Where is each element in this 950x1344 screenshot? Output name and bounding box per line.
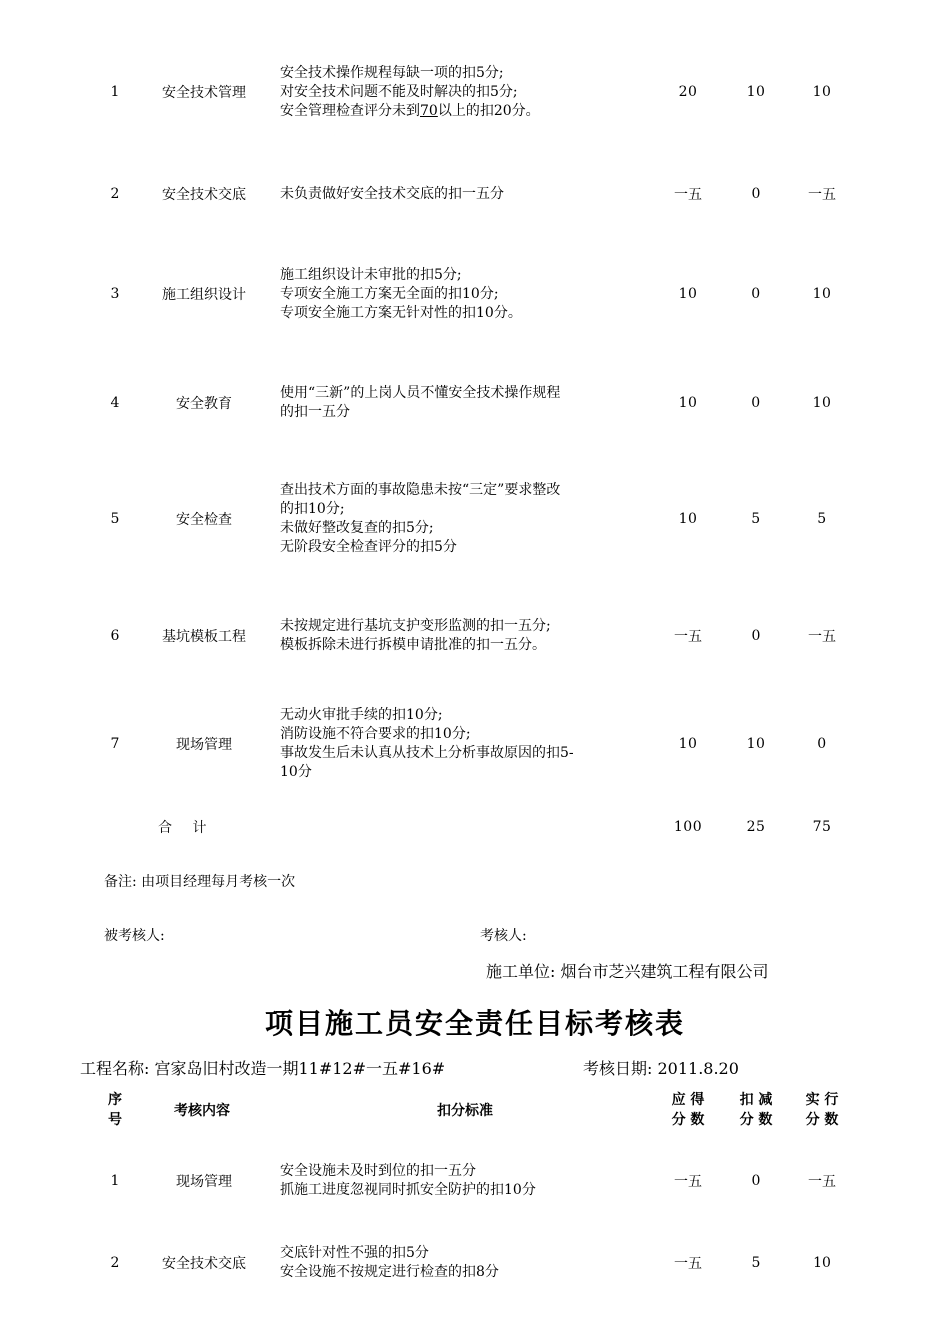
criteria-line: 模板拆除未进行拆模申请批准的扣一五分。	[280, 637, 546, 653]
actual-score: 0	[817, 736, 827, 752]
deducted-score: 0	[751, 286, 761, 302]
header-item: 考核内容	[174, 1103, 230, 1119]
actual-score: 一五	[808, 187, 836, 203]
header-actual	[794, 1088, 850, 1132]
table-row	[0, 264, 950, 324]
actual-score: 10	[812, 395, 832, 411]
deduction-criteria	[280, 264, 650, 324]
standard-score: 10	[678, 395, 698, 411]
assessment-item: 安全技术管理	[162, 85, 246, 101]
examiner-label: 考核人:	[480, 928, 527, 944]
table-row	[0, 382, 950, 424]
deduction-criteria	[280, 180, 650, 208]
criteria-line: 查出技术方面的事故隐患未按“三定”要求整改	[280, 482, 561, 498]
assessment-item: 施工组织设计	[162, 287, 246, 303]
page-title: 项目施工员安全责任目标考核表	[264, 1007, 685, 1040]
total-row	[0, 814, 950, 840]
examinee-label: 被考核人:	[104, 928, 165, 944]
criteria-line: 施工组织设计未审批的扣5分;	[280, 266, 462, 283]
standard-score: 20	[678, 84, 698, 100]
actual-score: 一五	[808, 1174, 836, 1190]
assessment-item: 安全技术交底	[162, 1256, 246, 1272]
row-number: 3	[110, 286, 120, 302]
header-line: 分 数	[739, 1112, 773, 1128]
header-standard	[660, 1088, 716, 1132]
assessment-item: 现场管理	[176, 1174, 232, 1190]
row-number: 2	[110, 186, 120, 202]
standard-score: 10	[678, 286, 698, 302]
assessment-item: 现场管理	[176, 737, 232, 753]
header-no-line: 序	[108, 1092, 122, 1108]
criteria-line: 无阶段安全检查评分的扣5分	[280, 539, 457, 555]
assessment-item: 安全教育	[176, 396, 232, 412]
criteria-line: 抓施工进度忽视同时抓安全防护的扣10分	[280, 1182, 536, 1198]
criteria-line: 安全设施未及时到位的扣一五分	[280, 1163, 476, 1179]
header-line: 分 数	[671, 1112, 705, 1128]
actual-score: 5	[817, 511, 827, 527]
deducted-score: 5	[751, 1255, 761, 1271]
criteria-line: 消防设施不符合要求的扣10分;	[280, 726, 471, 742]
header-line: 分 数	[805, 1112, 839, 1128]
criteria-line	[280, 102, 540, 121]
criteria-line: 无动火审批手续的扣10分;	[280, 707, 443, 723]
standard-score: 一五	[674, 187, 702, 203]
header-no-line: 号	[108, 1112, 122, 1128]
deducted-score: 5	[751, 511, 761, 527]
table-row	[0, 615, 950, 657]
table-header	[0, 1088, 950, 1132]
table-row	[0, 180, 950, 208]
row-number: 5	[110, 511, 120, 527]
table-row	[0, 480, 950, 558]
assessment-item: 安全检查	[176, 512, 232, 528]
criteria-line: 事故发生后未认真从技术上分析事故原因的扣5-	[280, 745, 574, 761]
standard-score: 一五	[674, 1256, 702, 1272]
construction-unit: 施工单位: 烟台市芝兴建筑工程有限公司	[486, 962, 769, 981]
standard-score: 一五	[674, 629, 702, 645]
deducted-score: 0	[751, 1173, 761, 1189]
row-number: 1	[110, 84, 120, 100]
standard-score: 10	[678, 511, 698, 527]
row-number: 2	[110, 1255, 120, 1271]
table-row	[0, 62, 950, 122]
deduction-criteria	[280, 62, 650, 122]
criteria-line: 安全设施不按规定进行检查的扣8分	[280, 1264, 499, 1280]
deducted-score: 10	[746, 736, 766, 752]
row-number: 7	[110, 736, 120, 752]
total-label: 合 计	[158, 820, 215, 836]
total-actual-score: 75	[812, 819, 832, 835]
header-line: 扣 减	[739, 1092, 773, 1108]
deduction-criteria	[280, 1161, 650, 1201]
table-row	[0, 1161, 950, 1201]
table-row	[0, 704, 950, 784]
row-number: 4	[110, 395, 120, 411]
assessment-item: 基坑模板工程	[162, 629, 246, 645]
assessment-item: 安全技术交底	[162, 187, 246, 203]
criteria-line: 未做好整改复查的扣5分;	[280, 520, 434, 536]
deducted-score: 0	[751, 395, 761, 411]
deduction-criteria	[280, 382, 650, 424]
criteria-line: 未负责做好安全技术交底的扣一五分	[280, 185, 504, 202]
deducted-score: 0	[751, 628, 761, 644]
row-number: 1	[110, 1173, 120, 1189]
criteria-line: 的扣10分;	[280, 501, 345, 517]
criteria-line: 未按规定进行基坑支护变形监测的扣一五分;	[280, 618, 551, 634]
deduction-criteria	[280, 704, 650, 784]
actual-score: 一五	[808, 629, 836, 645]
header-deduct	[728, 1088, 784, 1132]
criteria-line: 安全技术操作规程每缺一项的扣5分;	[280, 64, 504, 81]
project-name: 工程名称: 宫家岛旧村改造一期11#12#一五#16#	[80, 1059, 446, 1078]
criteria-line: 的扣一五分	[280, 404, 350, 420]
deduction-criteria	[280, 480, 650, 558]
assessment-date: 考核日期: 2011.8.20	[583, 1059, 739, 1078]
standard-score: 10	[678, 736, 698, 752]
criteria-line: 交底针对性不强的扣5分	[280, 1245, 429, 1261]
remark: 备注: 由项目经理每月考核一次	[104, 874, 296, 890]
table-row	[0, 1243, 950, 1283]
total-standard-score: 100	[673, 819, 703, 835]
header-no	[90, 1088, 140, 1132]
criteria-line: 专项安全施工方案无全面的扣10分;	[280, 285, 499, 302]
header-line: 实 行	[805, 1092, 839, 1108]
row-number: 6	[110, 628, 120, 644]
standard-score: 一五	[674, 1174, 702, 1190]
deducted-score: 0	[751, 186, 761, 202]
underlined-score: 70	[420, 102, 438, 119]
total-deducted-score: 25	[746, 819, 766, 835]
criteria-text: 安全管理检查评分未到	[280, 102, 420, 119]
actual-score: 10	[813, 1255, 831, 1271]
actual-score: 10	[812, 84, 832, 100]
criteria-line: 专项安全施工方案无针对性的扣10分。	[280, 304, 522, 321]
deduction-criteria	[280, 1243, 650, 1283]
actual-score: 10	[812, 286, 832, 302]
header-criteria: 扣分标准	[437, 1103, 493, 1119]
criteria-line: 对安全技术问题不能及时解决的扣5分;	[280, 83, 518, 100]
criteria-text: 以上的扣20分。	[437, 102, 540, 119]
criteria-line: 10分	[280, 764, 312, 780]
deduction-criteria	[280, 615, 650, 657]
header-line: 应 得	[671, 1092, 705, 1108]
deducted-score: 10	[746, 84, 766, 100]
criteria-line: 使用“三新”的上岗人员不懂安全技术操作规程	[280, 385, 561, 401]
